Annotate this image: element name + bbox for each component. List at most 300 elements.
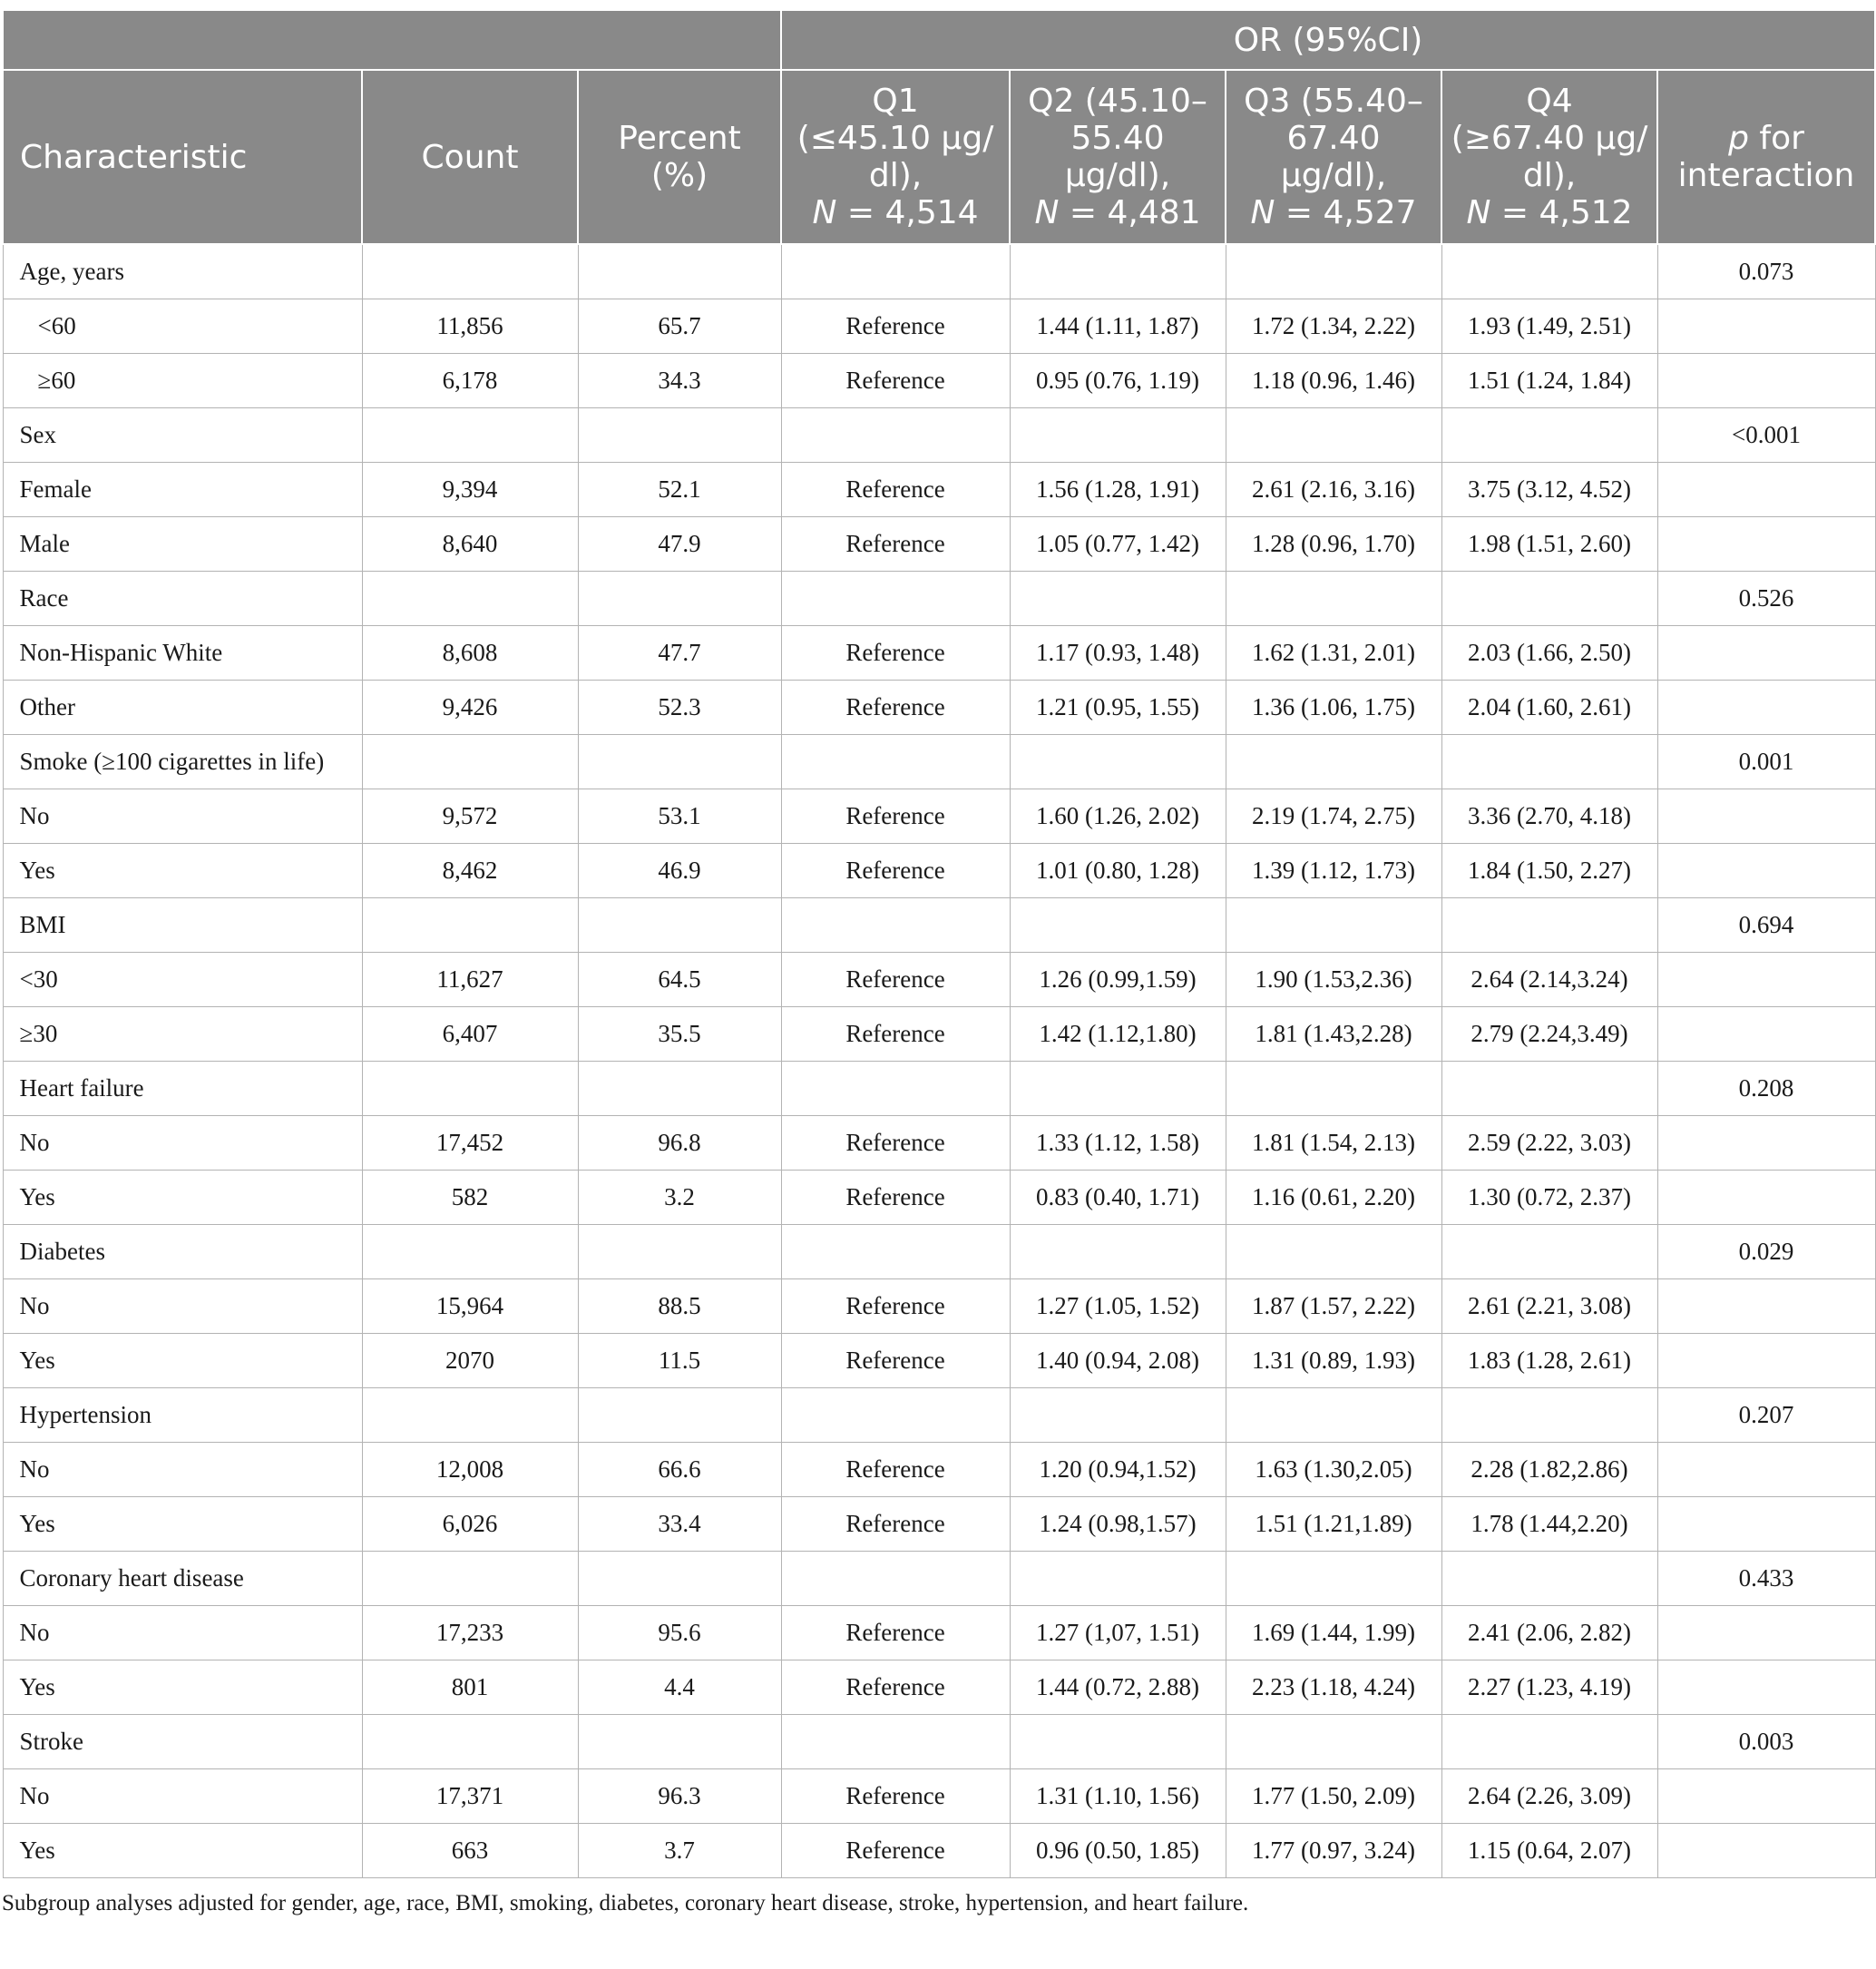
table-row — [3, 1660, 1875, 1715]
cell-q3: 1.69 (1.44, 1.99) — [1226, 1606, 1441, 1660]
cell-p-interaction — [1657, 1606, 1875, 1660]
q3-line2: 67.40 — [1286, 120, 1381, 157]
cell-q1 — [781, 408, 1010, 463]
cell-q1: Reference — [781, 463, 1010, 517]
table-row — [3, 408, 1875, 463]
cell-percent: 96.8 — [578, 1116, 781, 1171]
cell-characteristic: Male — [3, 517, 362, 572]
cell-p-interaction — [1657, 354, 1875, 408]
cell-q2: 1.31 (1.10, 1.56) — [1010, 1769, 1226, 1824]
cell-percent: 52.1 — [578, 463, 781, 517]
cell-q1 — [781, 1715, 1010, 1769]
cell-q4: 1.93 (1.49, 2.51) — [1441, 299, 1657, 354]
cell-q2: 1.01 (0.80, 1.28) — [1010, 844, 1226, 898]
q2-line3: μg/dl), — [1064, 157, 1171, 194]
cell-q4: 1.30 (0.72, 2.37) — [1441, 1171, 1657, 1225]
cell-q3: 1.62 (1.31, 2.01) — [1226, 626, 1441, 681]
table-row — [3, 1062, 1875, 1116]
cell-q4 — [1441, 1552, 1657, 1606]
cell-q1: Reference — [781, 1279, 1010, 1334]
cell-characteristic: Race — [3, 572, 362, 626]
p-line1-rest: for — [1748, 120, 1804, 157]
cell-q2 — [1010, 244, 1226, 299]
cell-percent: 66.6 — [578, 1443, 781, 1497]
cell-characteristic: Yes — [3, 1660, 362, 1715]
cell-p-interaction — [1657, 1769, 1875, 1824]
cell-q4 — [1441, 244, 1657, 299]
cell-count: 582 — [362, 1171, 578, 1225]
cell-count — [362, 1552, 578, 1606]
subgroup-or-table — [2, 9, 1876, 1878]
cell-count: 17,371 — [362, 1769, 578, 1824]
cell-percent — [578, 408, 781, 463]
cell-q4: 1.83 (1.28, 2.61) — [1441, 1334, 1657, 1388]
cell-q2: 1.40 (0.94, 2.08) — [1010, 1334, 1226, 1388]
cell-q3: 1.31 (0.89, 1.93) — [1226, 1334, 1441, 1388]
cell-q1 — [781, 898, 1010, 953]
cell-percent: 88.5 — [578, 1279, 781, 1334]
cell-count: 6,178 — [362, 354, 578, 408]
cell-q2: 1.27 (1,07, 1.51) — [1010, 1606, 1226, 1660]
cell-count — [362, 244, 578, 299]
cell-q3: 1.63 (1.30,2.05) — [1226, 1443, 1441, 1497]
cell-q2 — [1010, 1225, 1226, 1279]
cell-q3: 1.16 (0.61, 2.20) — [1226, 1171, 1441, 1225]
cell-percent: 46.9 — [578, 844, 781, 898]
table-row — [3, 1824, 1875, 1878]
p-line2: interaction — [1677, 157, 1855, 194]
cell-p-interaction — [1657, 953, 1875, 1007]
cell-q1: Reference — [781, 1443, 1010, 1497]
table-container — [2, 9, 1874, 1916]
cell-characteristic: Diabetes — [3, 1225, 362, 1279]
cell-q4 — [1441, 1715, 1657, 1769]
cell-count — [362, 572, 578, 626]
cell-percent — [578, 898, 781, 953]
cell-q1 — [781, 572, 1010, 626]
cell-count: 15,964 — [362, 1279, 578, 1334]
cell-percent: 3.7 — [578, 1824, 781, 1878]
table-row — [3, 681, 1875, 735]
cell-p-interaction: 0.001 — [1657, 735, 1875, 789]
cell-q1: Reference — [781, 299, 1010, 354]
cell-p-interaction — [1657, 789, 1875, 844]
cell-q1 — [781, 1552, 1010, 1606]
cell-p-interaction: 0.433 — [1657, 1552, 1875, 1606]
col-header-p-interaction — [1657, 70, 1875, 244]
cell-characteristic: No — [3, 789, 362, 844]
table-row — [3, 463, 1875, 517]
table-row — [3, 1116, 1875, 1171]
cell-q3 — [1226, 1552, 1441, 1606]
cell-characteristic: ≥30 — [3, 1007, 362, 1062]
cell-q2 — [1010, 1388, 1226, 1443]
col-header-percent — [578, 70, 781, 244]
cell-q3 — [1226, 1388, 1441, 1443]
cell-q3 — [1226, 244, 1441, 299]
cell-characteristic: Coronary heart disease — [3, 1552, 362, 1606]
cell-q2: 1.60 (1.26, 2.02) — [1010, 789, 1226, 844]
cell-percent — [578, 1225, 781, 1279]
cell-q4 — [1441, 898, 1657, 953]
cell-q2: 1.05 (0.77, 1.42) — [1010, 517, 1226, 572]
table-row — [3, 1334, 1875, 1388]
cell-count — [362, 898, 578, 953]
cell-q4 — [1441, 1062, 1657, 1116]
cell-percent: 47.9 — [578, 517, 781, 572]
cell-count: 17,452 — [362, 1116, 578, 1171]
cell-percent — [578, 735, 781, 789]
cell-count — [362, 1225, 578, 1279]
cell-p-interaction: 0.526 — [1657, 572, 1875, 626]
cell-q2: 1.20 (0.94,1.52) — [1010, 1443, 1226, 1497]
cell-q4: 2.41 (2.06, 2.82) — [1441, 1606, 1657, 1660]
cell-percent: 34.3 — [578, 354, 781, 408]
cell-percent — [578, 572, 781, 626]
cell-q1: Reference — [781, 1497, 1010, 1552]
q1-n-label: N — [812, 194, 837, 231]
cell-q2: 0.83 (0.40, 1.71) — [1010, 1171, 1226, 1225]
cell-q3: 2.61 (2.16, 3.16) — [1226, 463, 1441, 517]
cell-q1: Reference — [781, 953, 1010, 1007]
cell-p-interaction — [1657, 1443, 1875, 1497]
cell-p-interaction — [1657, 1116, 1875, 1171]
cell-count: 8,640 — [362, 517, 578, 572]
cell-characteristic: Other — [3, 681, 362, 735]
cell-p-interaction: 0.073 — [1657, 244, 1875, 299]
cell-characteristic: No — [3, 1443, 362, 1497]
group-header-row — [3, 10, 1875, 70]
q4-line2: (≥67.40 μg/ — [1451, 120, 1648, 157]
cell-p-interaction — [1657, 681, 1875, 735]
table-row — [3, 953, 1875, 1007]
cell-p-interaction: <0.001 — [1657, 408, 1875, 463]
q4-line3: dl), — [1522, 157, 1577, 194]
cell-q3: 1.72 (1.34, 2.22) — [1226, 299, 1441, 354]
cell-characteristic: No — [3, 1116, 362, 1171]
cell-p-interaction: 0.207 — [1657, 1388, 1875, 1443]
cell-q1: Reference — [781, 1606, 1010, 1660]
table-footnote: Subgroup analyses adjusted for gender, age, race, BMI, smoking, diabetes, coronary heart disease, stroke, hypertension, and heart failure. — [2, 1891, 1249, 1915]
cell-q1 — [781, 244, 1010, 299]
cell-p-interaction — [1657, 1824, 1875, 1878]
cell-q1 — [781, 735, 1010, 789]
cell-q3: 1.77 (1.50, 2.09) — [1226, 1769, 1441, 1824]
q3-line1: Q3 (55.40– — [1244, 83, 1423, 120]
table-row — [3, 354, 1875, 408]
cell-q2: 1.24 (0.98,1.57) — [1010, 1497, 1226, 1552]
cell-q1 — [781, 1062, 1010, 1116]
cell-q4: 2.03 (1.66, 2.50) — [1441, 626, 1657, 681]
cell-q3: 2.23 (1.18, 4.24) — [1226, 1660, 1441, 1715]
cell-percent: 65.7 — [578, 299, 781, 354]
cell-q3 — [1226, 898, 1441, 953]
percent-line1: Percent — [618, 120, 741, 157]
cell-count — [362, 1062, 578, 1116]
table-row — [3, 572, 1875, 626]
cell-q3: 2.19 (1.74, 2.75) — [1226, 789, 1441, 844]
cell-q2 — [1010, 408, 1226, 463]
cell-count: 11,856 — [362, 299, 578, 354]
cell-characteristic: Non-Hispanic White — [3, 626, 362, 681]
cell-q4 — [1441, 572, 1657, 626]
cell-count — [362, 1388, 578, 1443]
table-row — [3, 735, 1875, 789]
cell-q3 — [1226, 735, 1441, 789]
cell-count: 8,608 — [362, 626, 578, 681]
table-row — [3, 1497, 1875, 1552]
p-line1-italic: p — [1728, 120, 1749, 157]
cell-q3 — [1226, 572, 1441, 626]
cell-q3 — [1226, 408, 1441, 463]
cell-percent: 47.7 — [578, 626, 781, 681]
cell-p-interaction — [1657, 626, 1875, 681]
cell-q4 — [1441, 1388, 1657, 1443]
cell-count: 801 — [362, 1660, 578, 1715]
cell-characteristic: Heart failure — [3, 1062, 362, 1116]
col-header-q2 — [1010, 70, 1226, 244]
cell-percent: 33.4 — [578, 1497, 781, 1552]
cell-p-interaction — [1657, 844, 1875, 898]
cell-count: 11,627 — [362, 953, 578, 1007]
cell-p-interaction: 0.029 — [1657, 1225, 1875, 1279]
cell-p-interaction — [1657, 463, 1875, 517]
column-header-row — [3, 70, 1875, 244]
cell-p-interaction — [1657, 517, 1875, 572]
cell-characteristic: Hypertension — [3, 1388, 362, 1443]
table-row — [3, 1769, 1875, 1824]
q1-line3: dl), — [868, 157, 923, 194]
cell-q2: 1.42 (1.12,1.80) — [1010, 1007, 1226, 1062]
cell-percent: 64.5 — [578, 953, 781, 1007]
cell-characteristic: <30 — [3, 953, 362, 1007]
cell-characteristic: BMI — [3, 898, 362, 953]
cell-q2: 1.33 (1.12, 1.58) — [1010, 1116, 1226, 1171]
q2-n-value: = 4,481 — [1059, 194, 1201, 231]
cell-count: 8,462 — [362, 844, 578, 898]
cell-q1: Reference — [781, 681, 1010, 735]
percent-line2: (%) — [650, 157, 708, 194]
cell-q4: 2.79 (2.24,3.49) — [1441, 1007, 1657, 1062]
cell-q1: Reference — [781, 1660, 1010, 1715]
q2-line2: 55.40 — [1070, 120, 1165, 157]
cell-q2: 1.44 (0.72, 2.88) — [1010, 1660, 1226, 1715]
cell-q4: 1.84 (1.50, 2.27) — [1441, 844, 1657, 898]
cell-q2 — [1010, 898, 1226, 953]
q3-n-value: = 4,527 — [1275, 194, 1417, 231]
table-row — [3, 1279, 1875, 1334]
cell-percent: 53.1 — [578, 789, 781, 844]
cell-q2 — [1010, 735, 1226, 789]
cell-p-interaction — [1657, 1660, 1875, 1715]
cell-count: 17,233 — [362, 1606, 578, 1660]
cell-p-interaction — [1657, 1497, 1875, 1552]
cell-characteristic: Age, years — [3, 244, 362, 299]
cell-characteristic: Smoke (≥100 cigarettes in life) — [3, 735, 362, 789]
table-row — [3, 844, 1875, 898]
cell-q2: 0.96 (0.50, 1.85) — [1010, 1824, 1226, 1878]
cell-count: 6,407 — [362, 1007, 578, 1062]
cell-q3 — [1226, 1715, 1441, 1769]
cell-q4: 2.04 (1.60, 2.61) — [1441, 681, 1657, 735]
cell-q4 — [1441, 1225, 1657, 1279]
cell-q3: 1.28 (0.96, 1.70) — [1226, 517, 1441, 572]
cell-count: 9,572 — [362, 789, 578, 844]
cell-q1: Reference — [781, 844, 1010, 898]
cell-characteristic: Sex — [3, 408, 362, 463]
cell-q2: 1.26 (0.99,1.59) — [1010, 953, 1226, 1007]
cell-q4: 2.61 (2.21, 3.08) — [1441, 1279, 1657, 1334]
cell-count: 12,008 — [362, 1443, 578, 1497]
cell-q1: Reference — [781, 626, 1010, 681]
cell-percent — [578, 244, 781, 299]
cell-q3: 1.18 (0.96, 1.46) — [1226, 354, 1441, 408]
cell-characteristic: No — [3, 1769, 362, 1824]
cell-characteristic: Female — [3, 463, 362, 517]
cell-characteristic: Yes — [3, 1334, 362, 1388]
cell-percent: 52.3 — [578, 681, 781, 735]
cell-q1: Reference — [781, 1334, 1010, 1388]
cell-q4: 1.51 (1.24, 1.84) — [1441, 354, 1657, 408]
cell-q4: 2.27 (1.23, 4.19) — [1441, 1660, 1657, 1715]
cell-q4: 2.64 (2.14,3.24) — [1441, 953, 1657, 1007]
or-group-header: OR (95%CI) — [781, 10, 1875, 70]
table-row — [3, 1225, 1875, 1279]
col-header-characteristic: Characteristic — [3, 70, 362, 244]
cell-characteristic: Yes — [3, 1497, 362, 1552]
col-header-q4 — [1441, 70, 1657, 244]
cell-q4: 2.28 (1.82,2.86) — [1441, 1443, 1657, 1497]
cell-q2: 1.56 (1.28, 1.91) — [1010, 463, 1226, 517]
table-row — [3, 626, 1875, 681]
cell-q3: 1.77 (0.97, 3.24) — [1226, 1824, 1441, 1878]
cell-q2: 1.44 (1.11, 1.87) — [1010, 299, 1226, 354]
table-row — [3, 1443, 1875, 1497]
cell-characteristic: Stroke — [3, 1715, 362, 1769]
table-row — [3, 1552, 1875, 1606]
cell-p-interaction — [1657, 1279, 1875, 1334]
cell-q3 — [1226, 1062, 1441, 1116]
q2-line1: Q2 (45.10– — [1028, 83, 1207, 120]
table-body — [3, 244, 1875, 1878]
cell-q1: Reference — [781, 1007, 1010, 1062]
cell-q4: 1.98 (1.51, 2.60) — [1441, 517, 1657, 572]
cell-percent: 35.5 — [578, 1007, 781, 1062]
q4-line1: Q4 — [1526, 83, 1573, 120]
cell-count — [362, 408, 578, 463]
cell-q4: 1.15 (0.64, 2.07) — [1441, 1824, 1657, 1878]
col-header-q3 — [1226, 70, 1441, 244]
cell-q2 — [1010, 1062, 1226, 1116]
cell-q3: 1.90 (1.53,2.36) — [1226, 953, 1441, 1007]
cell-count — [362, 1715, 578, 1769]
table-row — [3, 299, 1875, 354]
cell-percent — [578, 1388, 781, 1443]
cell-q3: 1.39 (1.12, 1.73) — [1226, 844, 1441, 898]
cell-q1: Reference — [781, 1824, 1010, 1878]
cell-count: 9,426 — [362, 681, 578, 735]
cell-p-interaction: 0.694 — [1657, 898, 1875, 953]
cell-q4: 2.64 (2.26, 3.09) — [1441, 1769, 1657, 1824]
cell-count: 663 — [362, 1824, 578, 1878]
cell-q2: 0.95 (0.76, 1.19) — [1010, 354, 1226, 408]
table-row — [3, 244, 1875, 299]
cell-q1: Reference — [781, 354, 1010, 408]
table-row — [3, 1388, 1875, 1443]
table-row — [3, 1171, 1875, 1225]
table-row — [3, 517, 1875, 572]
cell-percent: 95.6 — [578, 1606, 781, 1660]
cell-percent — [578, 1062, 781, 1116]
q3-n-label: N — [1250, 194, 1275, 231]
cell-p-interaction — [1657, 1334, 1875, 1388]
cell-q2 — [1010, 572, 1226, 626]
cell-q4: 2.59 (2.22, 3.03) — [1441, 1116, 1657, 1171]
cell-percent: 4.4 — [578, 1660, 781, 1715]
cell-q4 — [1441, 735, 1657, 789]
q1-line2: (≤45.10 μg/ — [796, 120, 994, 157]
table-row — [3, 1715, 1875, 1769]
cell-q1: Reference — [781, 1769, 1010, 1824]
table-row — [3, 1007, 1875, 1062]
cell-p-interaction — [1657, 1007, 1875, 1062]
cell-q4: 3.75 (3.12, 4.52) — [1441, 463, 1657, 517]
cell-q3: 1.81 (1.54, 2.13) — [1226, 1116, 1441, 1171]
cell-percent — [578, 1552, 781, 1606]
cell-q1: Reference — [781, 1116, 1010, 1171]
cell-p-interaction — [1657, 299, 1875, 354]
cell-characteristic: Yes — [3, 1824, 362, 1878]
table-row — [3, 1606, 1875, 1660]
cell-count — [362, 735, 578, 789]
cell-q1: Reference — [781, 1171, 1010, 1225]
q4-n-value: = 4,512 — [1490, 194, 1633, 231]
table-row — [3, 789, 1875, 844]
cell-characteristic: No — [3, 1606, 362, 1660]
cell-q1: Reference — [781, 517, 1010, 572]
cell-characteristic: <60 — [3, 299, 362, 354]
cell-q4 — [1441, 408, 1657, 463]
cell-q4: 3.36 (2.70, 4.18) — [1441, 789, 1657, 844]
cell-percent: 3.2 — [578, 1171, 781, 1225]
cell-q2: 1.27 (1.05, 1.52) — [1010, 1279, 1226, 1334]
cell-count: 6,026 — [362, 1497, 578, 1552]
cell-count: 2070 — [362, 1334, 578, 1388]
cell-characteristic: ≥60 — [3, 354, 362, 408]
cell-q2 — [1010, 1552, 1226, 1606]
cell-q2 — [1010, 1715, 1226, 1769]
cell-characteristic: Yes — [3, 844, 362, 898]
cell-count: 9,394 — [362, 463, 578, 517]
cell-percent: 11.5 — [578, 1334, 781, 1388]
cell-q1 — [781, 1388, 1010, 1443]
q4-n-label: N — [1466, 194, 1491, 231]
cell-q3: 1.87 (1.57, 2.22) — [1226, 1279, 1441, 1334]
cell-q3: 1.51 (1.21,1.89) — [1226, 1497, 1441, 1552]
cell-q2: 1.17 (0.93, 1.48) — [1010, 626, 1226, 681]
q3-line3: μg/dl), — [1280, 157, 1387, 194]
cell-q3: 1.81 (1.43,2.28) — [1226, 1007, 1441, 1062]
cell-q3 — [1226, 1225, 1441, 1279]
table-row — [3, 898, 1875, 953]
cell-characteristic: Yes — [3, 1171, 362, 1225]
q1-line1: Q1 — [872, 83, 919, 120]
cell-characteristic: No — [3, 1279, 362, 1334]
cell-q2: 1.21 (0.95, 1.55) — [1010, 681, 1226, 735]
cell-q3: 1.36 (1.06, 1.75) — [1226, 681, 1441, 735]
cell-p-interaction: 0.208 — [1657, 1062, 1875, 1116]
cell-q1 — [781, 1225, 1010, 1279]
